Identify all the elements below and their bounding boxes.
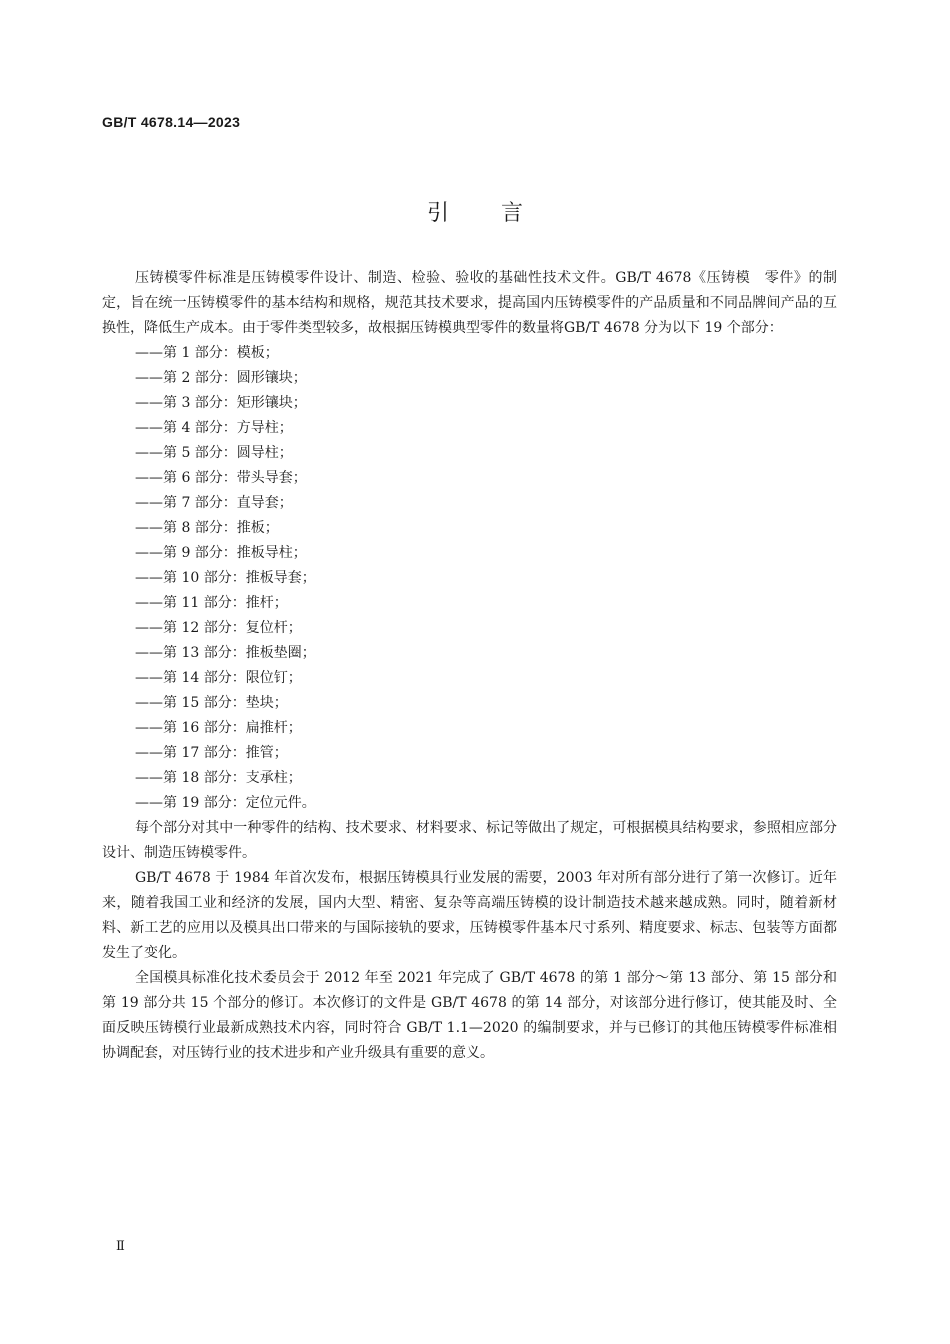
list-item: ——第 5 部分：圆导柱；	[135, 445, 293, 461]
list-item: ——第 9 部分：推板导柱；	[135, 545, 307, 561]
list-item: ——第 14 部分：限位钉；	[135, 670, 302, 686]
body-paragraph: 全国模具标准化技术委员会于 2012 年至 2021 年完成了 GB/T 4678 的第 1 部分～第 13 部分、第 15 部分和第 19 部分共 15 个部分的修订。本次修订的文件是 GB/T 4678 的第 14 部分，对该部分进行修订，使其能及时、全面反映压铸模行业最新成熟技术内容，同时符合 GB/T 1.1—2020 的编制要求，并与已修订的其他压铸模零件标准相协调配套，对压铸行业的技术进步和产业升级具有重要的意义。	[102, 970, 837, 1061]
list-item: ——第 10 部分：推板导套；	[135, 570, 316, 586]
page-title: 引言	[426, 201, 575, 226]
intro-paragraph: 压铸模零件标准是压铸模零件设计、制造、检验、验收的基础性技术文件。GB/T 4678《压铸模 零件》的制定，旨在统一压铸模零件的基本结构和规格，规范其技术要求，提高国内压铸模零件的产品质量和不同品牌间产品的互换性，降低生产成本。由于零件类型较多，故根据压铸模典型零件的数量将GB/T 4678 分为以下 19 个部分：	[102, 270, 837, 336]
list-item: ——第 3 部分：矩形镶块；	[135, 395, 307, 411]
list-item: ——第 18 部分：支承柱；	[135, 770, 302, 786]
list-item: ——第 16 部分：扁推杆；	[135, 720, 302, 736]
list-item: ——第 4 部分：方导柱；	[135, 420, 293, 436]
body-paragraph: GB/T 4678 于 1984 年首次发布，根据压铸模具行业发展的需要，2003 年对所有部分进行了第一次修订。近年来，随着我国工业和经济的发展，国内大型、精密、复杂等高端压铸模的设计制造技术越来越成熟。同时，随着新材料、新工艺的应用以及模具出口带来的与国际接轨的要求，压铸模零件基本尺寸系列、精度要求、标志、包装等方面都发生了变化。	[102, 870, 837, 961]
list-item: ——第 1 部分：模板；	[135, 345, 279, 361]
list-item: ——第 19 部分：定位元件。	[135, 795, 316, 811]
list-item: ——第 7 部分：直导套；	[135, 495, 293, 511]
list-item: ——第 15 部分：垫块；	[135, 695, 288, 711]
standard-number-header: GB/T 4678.14—2023	[102, 114, 241, 130]
parts-list	[102, 341, 837, 816]
list-item: ——第 13 部分：推板垫圈；	[135, 645, 316, 661]
document-body	[102, 266, 837, 1066]
list-item: ——第 17 部分：推管；	[135, 745, 288, 761]
list-item: ——第 2 部分：圆形镶块；	[135, 370, 307, 386]
body-paragraph: 每个部分对其中一种零件的结构、技术要求、材料要求、标记等做出了规定，可根据模具结构要求，参照相应部分设计、制造压铸模零件。	[102, 820, 837, 861]
list-item: ——第 6 部分：带头导套；	[135, 470, 307, 486]
list-item: ——第 8 部分：推板；	[135, 520, 279, 536]
page-number: Ⅱ	[116, 1238, 125, 1253]
list-item: ——第 12 部分：复位杆；	[135, 620, 302, 636]
list-item: ——第 11 部分：推杆；	[135, 595, 288, 611]
